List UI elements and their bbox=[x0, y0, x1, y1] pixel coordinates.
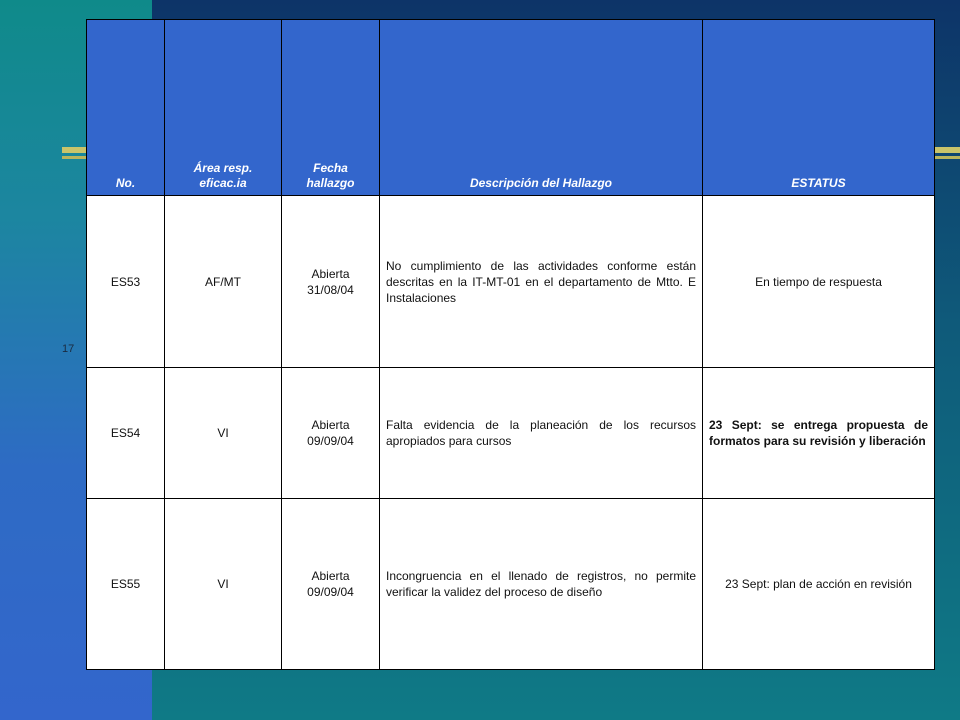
header-descripcion: Descripción del Hallazgo bbox=[380, 20, 703, 196]
fecha-date: 09/09/04 bbox=[307, 434, 354, 448]
cell-area: VI bbox=[165, 499, 282, 670]
header-estatus: ESTATUS bbox=[703, 20, 935, 196]
table-row bbox=[87, 499, 935, 670]
header-area: Área resp. eficac.ia bbox=[165, 20, 282, 196]
fecha-status: Abierta bbox=[311, 266, 350, 281]
header-no: No. bbox=[87, 20, 165, 196]
cell-fecha bbox=[282, 499, 380, 670]
cell-descripcion: No cumplimiento de las actividades conforme están descritas en la IT-MT-01 en el departamento de Mtto. E Instalaciones bbox=[380, 196, 703, 368]
header-fecha: Fecha hallazgo bbox=[282, 20, 380, 196]
decorative-stripe-right-thin bbox=[934, 156, 960, 159]
cell-no: ES54 bbox=[87, 368, 165, 499]
fecha-status: Abierta bbox=[311, 418, 350, 432]
table-header-row bbox=[87, 20, 935, 196]
decorative-stripe-left-thin bbox=[62, 156, 86, 159]
cell-area: AF/MT bbox=[165, 196, 282, 368]
table-row bbox=[87, 368, 935, 499]
cell-estatus: 23 Sept: se entrega propuesta de formatos para su revisión y liberación bbox=[703, 368, 935, 499]
cell-estatus: En tiempo de respuesta bbox=[703, 196, 935, 368]
cell-no: ES53 bbox=[87, 196, 165, 368]
decorative-stripe-left bbox=[62, 147, 86, 153]
fecha-date: 31/08/04 bbox=[307, 282, 354, 297]
cell-area: VI bbox=[165, 368, 282, 499]
cell-no: ES55 bbox=[87, 499, 165, 670]
slide-number: 17 bbox=[62, 343, 75, 355]
table-row bbox=[87, 196, 935, 368]
cell-descripcion: Incongruencia en el llenado de registros, no permite verificar la validez del proceso de diseño bbox=[380, 499, 703, 670]
cell-descripcion: Falta evidencia de la planeación de los recursos apropiados para cursos bbox=[380, 368, 703, 499]
fecha-status: Abierta bbox=[311, 569, 350, 583]
cell-fecha bbox=[282, 368, 380, 499]
decorative-stripe-right bbox=[934, 147, 960, 153]
findings-table bbox=[86, 19, 935, 670]
cell-estatus: 23 Sept: plan de acción en revisión bbox=[703, 499, 935, 670]
fecha-date: 09/09/04 bbox=[307, 585, 354, 599]
cell-fecha bbox=[282, 196, 380, 368]
